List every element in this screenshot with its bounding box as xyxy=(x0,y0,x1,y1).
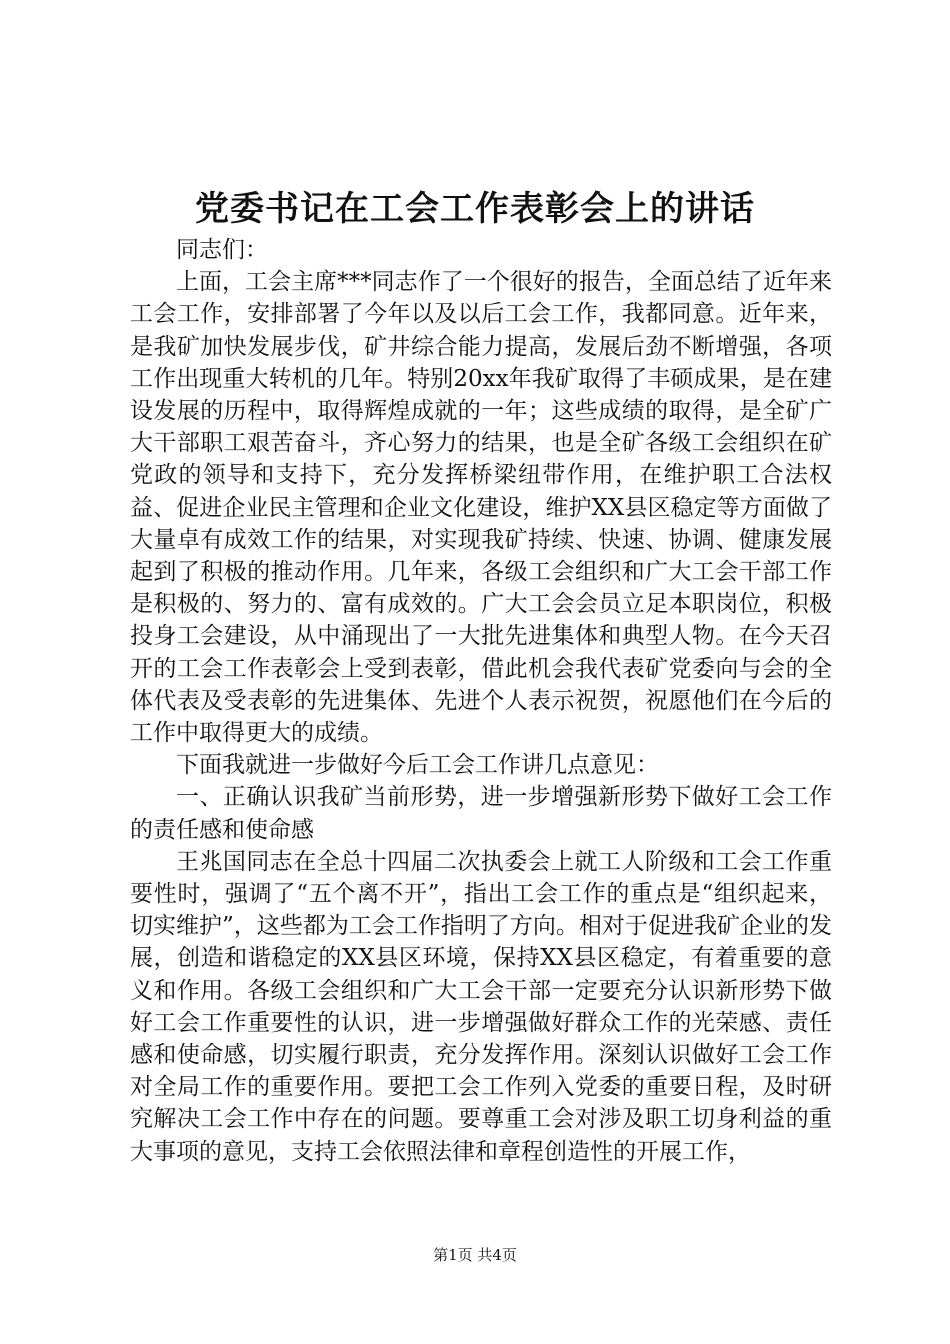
body-paragraph: 王兆国同志在全总十四届二次执委会上就工人阶级和工会工作重要性时，强调了“五个离不开”，指出工会工作的重点是“组织起来，切实维护”，这些都为工会工作指明了方向。相对于促进我矿企业的发展，创造和谐稳定的XX县区环境，保持XX县区稳定，有着重要的意义和作用。各级工会组织和广大工会干部一定要充分认识新形势下做好工会工作重要性的认识，进一步增强做好群众工作的光荣感、责任感和使命感，切实履行职责，充分发挥作用。深刻认识做好工会工作对全局工作的重要作用。要把工会工作列入党委的重要日程，及时研究解决工会工作中存在的问题。要尊重工会对涉及职工切身利益的重大事项的意见，支持工会依照法律和章程创造性的开展工作， xyxy=(130,848,832,1165)
document-title: 党委书记在工会工作表彰会上的讲话 xyxy=(195,189,755,229)
body-paragraph: 下面我就进一步做好今后工会工作讲几点意见： xyxy=(176,752,659,779)
section-heading: 一、正确认识我矿当前形势，进一步增强新形势下做好工会工作的责任感和使命感 xyxy=(130,784,832,843)
salutation-paragraph: 同志们： xyxy=(176,237,268,263)
document-body xyxy=(130,234,832,1168)
body-paragraph: 上面，工会主席***同志作了一个很好的报告，全面总结了近年来工会工作，安排部署了今年以及以后工会工作，我都同意。近年来，是我矿加快发展步伐，矿井综合能力提高，发展后劲不断增强，各项工作出现重大转机的几年。特别20xx年我矿取得了丰硕成果，是在建设发展的历程中，取得辉煌成就的一年；这些成绩的取得，是全矿广大干部职工艰苦奋斗，齐心努力的结果，也是全矿各级工会组织在矿党政的领导和支持下，充分发挥桥梁纽带作用，在维护职工合法权益、促进企业民主管理和企业文化建设，维护XX县区稳定等方面做了大量卓有成效工作的结果，对实现我矿持续、快速、协调、健康发展起到了积极的推动作用。几年来，各级工会组织和广大工会干部工作是积极的、努力的、富有成效的。广大工会会员立足本职岗位，积极投身工会建设，从中涌现出了一大批先进集体和典型人物。在今天召开的工会工作表彰会上受到表彰，借此机会我代表矿党委向与会的全体代表及受表彰的先进集体、先进个人表示祝贺，祝愿他们在今后的工作中取得更大的成绩。 xyxy=(130,269,832,747)
page-number-footer: 第1页 共4页 xyxy=(433,1246,517,1264)
